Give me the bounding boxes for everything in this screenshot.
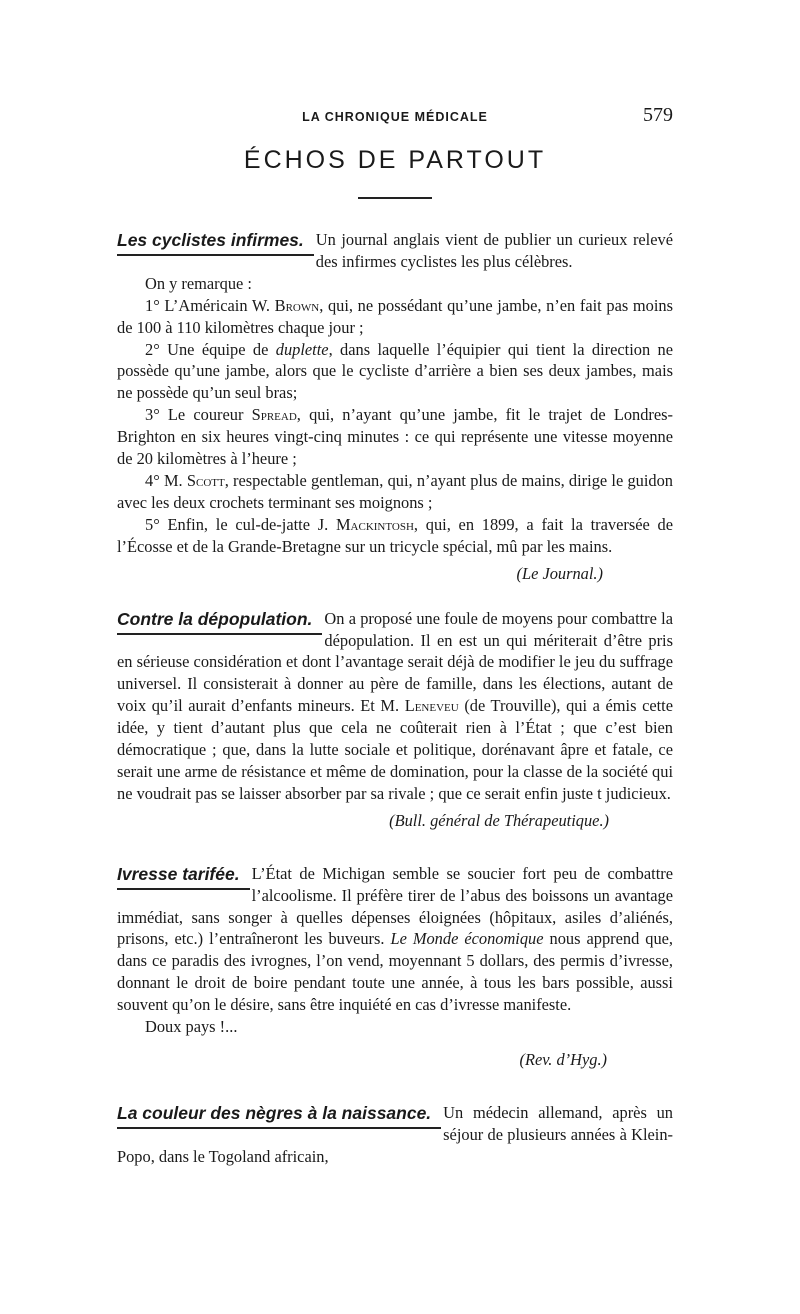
article-closing: Doux pays !... [145, 1017, 238, 1037]
article-ivresse-tarifee [117, 863, 673, 1072]
section-title: ÉCHOS DE PARTOUT [243, 146, 547, 174]
article-contre-depopulation [117, 608, 673, 833]
article-intro: Un journal anglais vient de publier un curieux relevé des infirmes cyclistes les plus célèbres. [315, 230, 673, 271]
person-name: Scott [186, 470, 225, 490]
title-rule [358, 197, 432, 199]
person-name: Leneveu [404, 696, 459, 716]
person-name: Brown [274, 295, 320, 315]
running-header [117, 104, 673, 128]
publication-name: Le Monde économique [390, 929, 544, 949]
article-heading: Les cyclistes infirmes. [117, 229, 314, 256]
article-heading: Contre la dépopulation. [117, 608, 322, 635]
list-item: 2° Une équipe de duplette, dans laquelle l’équipier qui tient la direction ne possède qu’une jambe, alors que le cycliste d’arrière a bien ses deux jambes, mais ne possède qu’un seul bras; [117, 339, 673, 403]
article-heading: Ivresse tarifée. [117, 863, 250, 890]
list-item: 3° Le coureur Spread, qui, n’ayant qu’une jambe, fit le trajet de Londres-Brighton en six heures vingt-cinq minutes : ce qui représente une vitesse moyenne de 20 kilomètres à l’heure ; [117, 405, 673, 469]
article-cyclistes-infirmes [117, 229, 673, 586]
article-lead: On y remarque : [145, 273, 252, 293]
list-item: 5° Enfin, le cul-de-jatte J. Mackintosh, qui, en 1899, a fait la traversée de l’Écosse et de la Grande-Bretagne sur un tricycle spécial, mû par les mains. [117, 514, 673, 556]
source-citation: (Le Journal.) [516, 563, 603, 583]
list-item: 4° M. Scott, respectable gentleman, qui, n’ayant plus de mains, dirige le guidon avec les deux crochets terminant ses moignons ; [117, 470, 673, 512]
source-citation: (Bull. général de Thérapeutique.) [389, 810, 609, 830]
article-paragraph [117, 229, 673, 273]
list-item: 1° L’Américain W. Brown, qui, ne possédant qu’une jambe, n’en fait pas moins de 100 à 110 kilomètres chaque jour ; [117, 295, 673, 337]
page-number: 579 [643, 104, 673, 126]
person-name: Mackintosh [335, 514, 414, 534]
page [117, 104, 673, 1168]
source-citation: (Rev. d’Hyg.) [519, 1050, 607, 1069]
article-paragraph: La couleur des nègres à la naissance. Un médecin allemand, après un séjour de plusieurs années à Klein-Popo, dans le Togoland africain, [117, 1103, 673, 1166]
italic-term: duplette [275, 339, 329, 359]
article-heading: La couleur des nègres à la naissance. [117, 1102, 441, 1129]
article-paragraph: Contre la dépopulation. On a proposé une foule de moyens pour combattre la dépopulation. Il en est un qui mériterait d’être pris en sérieuse considération et dont l’avantage serait déjà de modifier le jeu du suffrage universel. Il consisterait à donner au père de famille, dans les élections, autant de voix qu’il aurait d’enfants mineurs. Et M. Leneveu (de Trouville), qui a émis cette idée, y tient d’autant plus que cela ne coûterait rien à l’État ; que c’est bien démocratique ; que, dans la lutte sociale et politique, dorénavant âpre et fatale, ce serait une arme de résistance et même de domination, pour la classe de la société qui ne voudrait pas se laisser absorber par sa rivale ; que ce serait enfin juste t judicieux. [117, 608, 673, 803]
running-title: LA CHRONIQUE MÉDICALE [302, 110, 488, 124]
article-paragraph: Ivresse tarifée. L’État de Michigan semble se soucier fort peu de combattre l’alcoolisme. Il préfère tirer de l’abus des boissons un avantage immédiat, sans songer à quelles dépenses éloignées (hôpitaux, asiles d’aliénés, prisons, etc.) l’entraîneront les buveurs. Le Monde économique nous apprend que, dans ce paradis des ivrognes, l’on vend, moyennant 5 dollars, des permis d’ivresse, donnant le droit de boire pendant toute une année, à tous les bars possible, aussi souvent qu’on le désire, sans être inquiété en cas d’ivresse manifeste. [117, 863, 674, 1015]
person-name: Spread [251, 405, 297, 425]
article-couleur-negres [117, 1102, 673, 1168]
